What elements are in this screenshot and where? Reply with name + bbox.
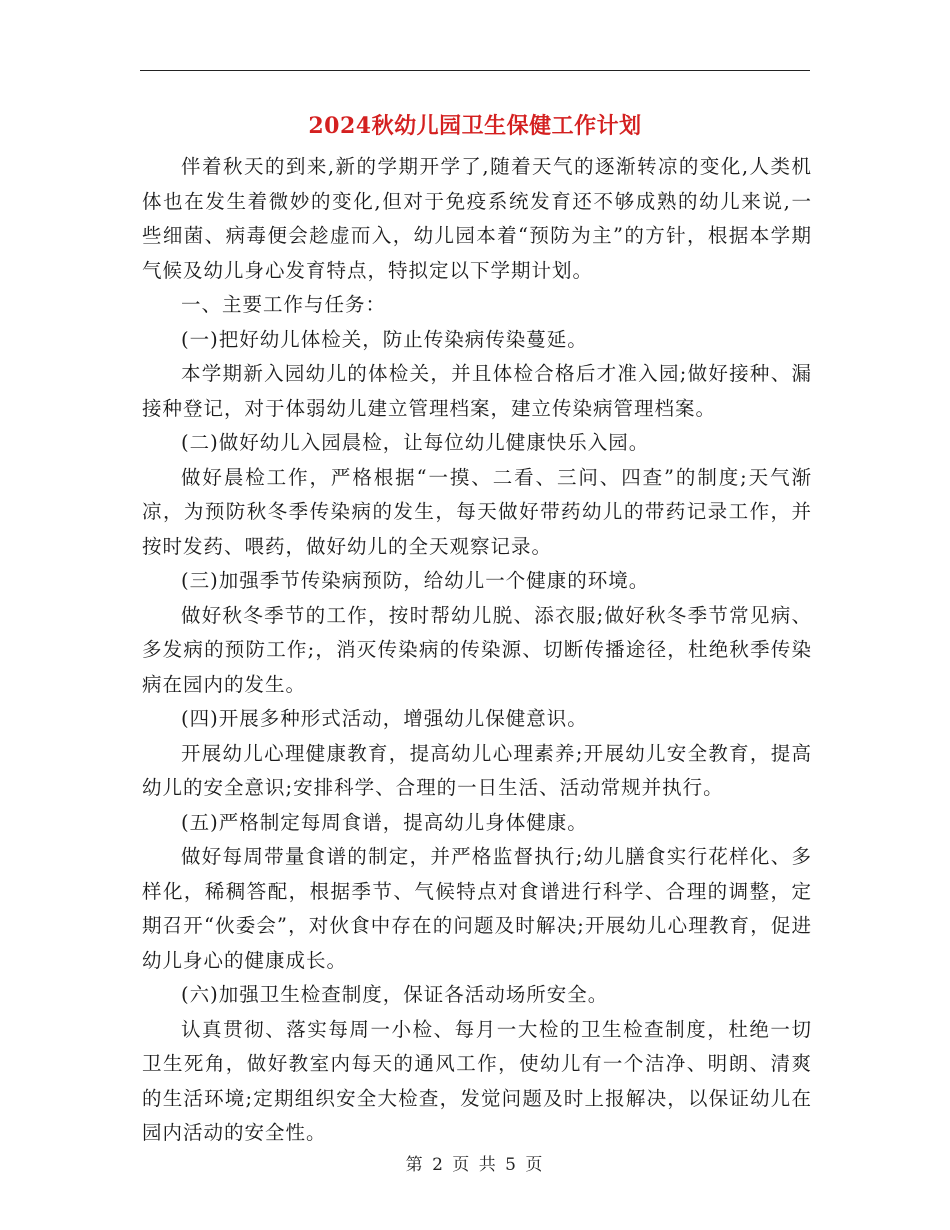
document-body [142, 150, 812, 1151]
paragraph-6: 认真贯彻、落实每周一小检、每月一大检的卫生检查制度，杜绝一切卫生死角，做好教室内每天的通风工作，使幼儿有一个洁净、明朗、清爽的生活环境;定期组织安全大检查，发觉问题及时上报解决，以保证幼儿在园内活动的安全性。 [142, 1017, 812, 1144]
subheading-4: (四)开展多种形式活动，增强幼儿保健意识。 [181, 707, 588, 730]
subheading-6: (六)加强卫生检查制度，保证各活动场所安全。 [181, 983, 609, 1006]
footer-suffix: 页 [525, 1155, 545, 1175]
subheading-5: (五)严格制定每周食谱，提高幼儿身体健康。 [181, 810, 588, 834]
footer-middle: 页 共 [452, 1155, 498, 1175]
subheading-2: (二)做好幼儿入园晨检，让每位幼儿健康快乐入园。 [181, 431, 650, 454]
paragraph-intro: 伴着秋天的到来,新的学期开学了,随着天气的逐渐转凉的变化,人类机体也在发生着微妙的变化,但对于免疫系统发育还不够成熟的幼儿来说,一些细菌、病毒便会趁虚而入，幼儿园本着“预防为主”的方针，根据本学期气候及幼儿身心发育特点，特拟定以下学期计划。 [142, 155, 812, 282]
paragraph-1: 本学期新入园幼儿的体检关，并且体检合格后才准入园;做好接种、漏接种登记，对于体弱幼儿建立管理档案，建立传染病管理档案。 [142, 362, 812, 420]
section-heading: 一、主要工作与任务： [181, 293, 387, 316]
header-rule [140, 70, 810, 71]
current-page-number: 2 [432, 1155, 445, 1175]
subheading-3: (三)加强季节传染病预防，给幼儿一个健康的环境。 [181, 569, 650, 592]
footer-prefix: 第 [405, 1155, 425, 1175]
total-pages-number: 5 [505, 1155, 518, 1175]
document-title: 2024秋幼儿园卫生保健工作计划 [308, 113, 642, 139]
paragraph-3: 做好秋冬季节的工作，按时帮幼儿脱、添衣服;做好秋冬季节常见病、多发病的预防工作;，消灭传染病的传染源、切断传播途径，杜绝秋季传染病在园内的发生。 [142, 603, 812, 696]
paragraph-4: 开展幼儿心理健康教育，提高幼儿心理素养;开展幼儿安全教育，提高幼儿的安全意识;安排科学、合理的一日生活、活动常规并执行。 [142, 741, 812, 799]
page-footer [140, 1153, 810, 1177]
paragraph-2: 做好晨检工作，严格根据“一摸、二看、三问、四查”的制度;天气渐凉，为预防秋冬季传染病的发生，每天做好带药幼儿的带药记录工作，并按时发药、喂药，做好幼儿的全天观察记录。 [142, 465, 812, 558]
subheading-1: (一)把好幼儿体检关，防止传染病传染蔓延。 [181, 327, 588, 351]
paragraph-5: 做好每周带量食谱的制定，并严格监督执行;幼儿膳食实行花样化、多样化，稀稠答配，根据季节、气候特点对食谱进行科学、合理的调整，定期召开“伙委会”，对伙食中存在的问题及时解决;开展幼儿心理教育，促进幼儿身心的健康成长。 [142, 845, 812, 972]
